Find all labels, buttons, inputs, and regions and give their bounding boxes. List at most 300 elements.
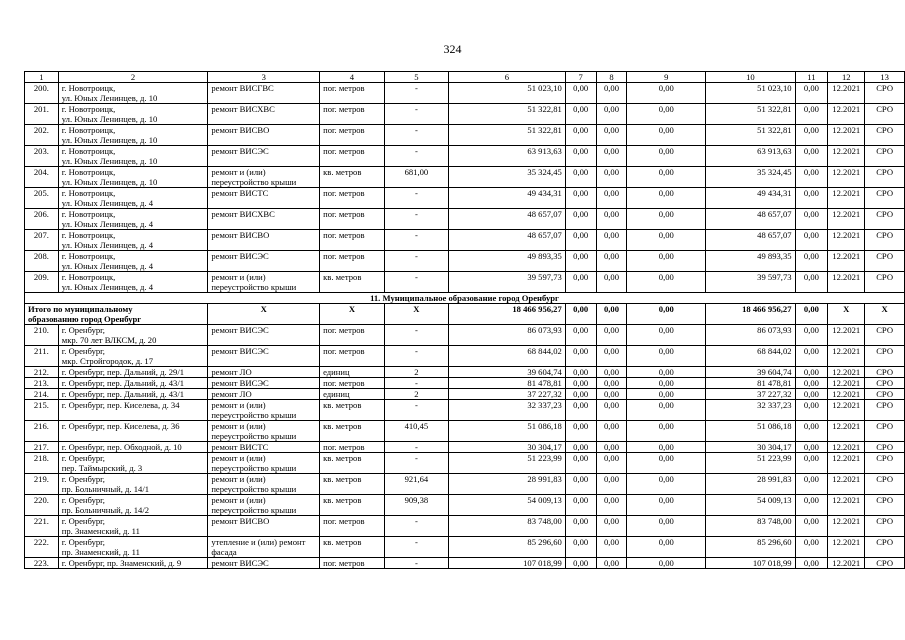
work-type-cell: [208, 495, 320, 516]
row-number: 205.: [25, 188, 59, 209]
col9-cell: 0,00: [627, 104, 706, 125]
unit-cell: кв. метров: [320, 537, 385, 558]
cell-line: г. Новотроицк,: [61, 125, 116, 135]
total-cost-cell: 39 597,73: [449, 272, 566, 293]
col10-cell: 48 657,07: [706, 230, 795, 251]
cell-line: г. Оренбург,: [61, 325, 105, 335]
quantity-cell: 410,45: [384, 421, 448, 442]
row-number: 209.: [25, 272, 59, 293]
col11-cell: 0,00: [795, 400, 828, 421]
cell-line: мкр. Стройгородок, д. 17: [61, 356, 153, 366]
row-number: 215.: [25, 400, 59, 421]
cell-line: образованию город Оренбург: [28, 314, 142, 324]
total-cost-cell: 68 844,02: [449, 346, 566, 367]
col7-cell: 0,00: [565, 167, 596, 188]
column-number-header: 11: [795, 72, 828, 83]
row-number: 210.: [25, 325, 59, 346]
quantity-cell: -: [384, 104, 448, 125]
col9-cell: 0,00: [627, 400, 706, 421]
method-cell: СРО: [865, 378, 905, 389]
col7-cell: 0,00: [565, 442, 596, 453]
total-cost-cell: 51 322,81: [449, 125, 566, 146]
cell-line: пр. Знаменский, д. 11: [61, 547, 140, 557]
col10-cell: 107 018,99: [706, 558, 795, 569]
quantity-cell: -: [384, 346, 448, 367]
method-cell: СРО: [865, 251, 905, 272]
unit-cell: кв. метров: [320, 272, 385, 293]
col7-cell: 0,00: [565, 421, 596, 442]
column-number-header: 10: [706, 72, 795, 83]
cell-line: ул. Юных Ленинцев, д. 4: [61, 240, 154, 250]
col7-cell: 0,00: [565, 367, 596, 378]
table-row: [25, 389, 905, 400]
column-number-header: 9: [627, 72, 706, 83]
col7-cell: 0,00: [565, 389, 596, 400]
table-header-row: [25, 72, 905, 83]
col10-cell: 35 324,45: [706, 167, 795, 188]
quantity-cell: 921,64: [384, 474, 448, 495]
method-cell: СРО: [865, 558, 905, 569]
col8-cell: 0,00: [596, 558, 627, 569]
col9-cell: 0,00: [627, 230, 706, 251]
row-number: 216.: [25, 421, 59, 442]
row-number: 200.: [25, 83, 59, 104]
total-c13: X: [865, 304, 905, 325]
col11-cell: 0,00: [795, 230, 828, 251]
total-c6: 18 466 956,27: [449, 304, 566, 325]
address-cell: [58, 537, 208, 558]
col10-cell: 37 227,32: [706, 389, 795, 400]
method-cell: СРО: [865, 495, 905, 516]
row-number: 213.: [25, 378, 59, 389]
total-c9: 0,00: [627, 304, 706, 325]
cell-line: пр. Больничный, д. 14/1: [61, 484, 150, 494]
cell-line: переустройство крыши: [211, 505, 297, 515]
col8-cell: 0,00: [596, 495, 627, 516]
cell-line: г. Новотроицк,: [61, 272, 116, 282]
table-row: [25, 346, 905, 367]
work-type-cell: [208, 421, 320, 442]
row-number: 202.: [25, 125, 59, 146]
cell-line: г. Оренбург, пер. Дальний, д. 43/1: [61, 378, 185, 388]
col11-cell: 0,00: [795, 188, 828, 209]
address-cell: [58, 125, 208, 146]
col10-cell: 48 657,07: [706, 209, 795, 230]
total-c8: 0,00: [596, 304, 627, 325]
table-row: [25, 230, 905, 251]
total-cost-cell: 28 991,83: [449, 474, 566, 495]
col9-cell: 0,00: [627, 378, 706, 389]
col11-cell: 0,00: [795, 367, 828, 378]
address-cell: [58, 474, 208, 495]
cell-line: ул. Юных Ленинцев, д. 10: [61, 177, 158, 187]
col11-cell: 0,00: [795, 146, 828, 167]
quantity-cell: -: [384, 400, 448, 421]
total-row: [25, 304, 905, 325]
quantity-cell: -: [384, 272, 448, 293]
total-cost-cell: 49 434,31: [449, 188, 566, 209]
col9-cell: 0,00: [627, 421, 706, 442]
deadline-cell: 12.2021: [828, 400, 865, 421]
quantity-cell: -: [384, 251, 448, 272]
col10-cell: 32 337,23: [706, 400, 795, 421]
unit-cell: пог. метров: [320, 558, 385, 569]
section-title-row: [25, 293, 905, 304]
quantity-cell: -: [384, 558, 448, 569]
total-c5: X: [384, 304, 448, 325]
total-c11: 0,00: [795, 304, 828, 325]
cell-line: ремонт ВИСЭС: [211, 558, 269, 568]
cell-line: переустройство крыши: [211, 431, 297, 441]
repair-schedule-table: [24, 71, 905, 569]
cell-line: г. Оренбург,: [61, 495, 105, 505]
work-type-cell: [208, 516, 320, 537]
quantity-cell: -: [384, 146, 448, 167]
col8-cell: 0,00: [596, 251, 627, 272]
quantity-cell: -: [384, 230, 448, 251]
col8-cell: 0,00: [596, 346, 627, 367]
cell-line: пр. Знаменский, д. 11: [61, 526, 140, 536]
address-cell: [58, 378, 208, 389]
col11-cell: 0,00: [795, 474, 828, 495]
method-cell: СРО: [865, 104, 905, 125]
cell-line: г. Новотроицк,: [61, 230, 116, 240]
row-number: 211.: [25, 346, 59, 367]
cell-line: фасада: [211, 547, 237, 557]
unit-cell: пог. метров: [320, 83, 385, 104]
col8-cell: 0,00: [596, 125, 627, 146]
table-row: [25, 272, 905, 293]
deadline-cell: 12.2021: [828, 325, 865, 346]
col9-cell: 0,00: [627, 251, 706, 272]
unit-cell: пог. метров: [320, 230, 385, 251]
col9-cell: 0,00: [627, 325, 706, 346]
cell-line: ремонт и (или): [211, 421, 266, 431]
column-number-header: 6: [449, 72, 566, 83]
method-cell: СРО: [865, 537, 905, 558]
deadline-cell: 12.2021: [828, 442, 865, 453]
total-cost-cell: 49 893,35: [449, 251, 566, 272]
column-number-header: 8: [596, 72, 627, 83]
cell-line: ремонт ВИСВО: [211, 230, 270, 240]
quantity-cell: 681,00: [384, 167, 448, 188]
row-number: 212.: [25, 367, 59, 378]
col7-cell: 0,00: [565, 346, 596, 367]
cell-line: г. Оренбург, пер. Киселева, д. 34: [61, 400, 180, 410]
quantity-cell: -: [384, 188, 448, 209]
quantity-cell: -: [384, 537, 448, 558]
cell-line: г. Новотроицк,: [61, 104, 116, 114]
total-cost-cell: 51 023,10: [449, 83, 566, 104]
deadline-cell: 12.2021: [828, 558, 865, 569]
col8-cell: 0,00: [596, 83, 627, 104]
address-cell: [58, 389, 208, 400]
cell-line: г. Оренбург, пер. Обходной, д. 10: [61, 442, 182, 452]
deadline-cell: 12.2021: [828, 453, 865, 474]
total-c3: X: [208, 304, 320, 325]
col11-cell: 0,00: [795, 346, 828, 367]
quantity-cell: 909,38: [384, 495, 448, 516]
cell-line: г. Новотроицк,: [61, 167, 116, 177]
column-number-header: 2: [58, 72, 208, 83]
unit-cell: единиц: [320, 367, 385, 378]
col7-cell: 0,00: [565, 474, 596, 495]
cell-line: г. Оренбург, пер. Дальний, д. 43/1: [61, 389, 185, 399]
total-cost-cell: 35 324,45: [449, 167, 566, 188]
total-cost-cell: 39 604,74: [449, 367, 566, 378]
col10-cell: 28 991,83: [706, 474, 795, 495]
row-number: 206.: [25, 209, 59, 230]
total-cost-cell: 86 073,93: [449, 325, 566, 346]
quantity-cell: -: [384, 125, 448, 146]
cell-line: ул. Юных Ленинцев, д. 10: [61, 135, 158, 145]
col8-cell: 0,00: [596, 104, 627, 125]
unit-cell: кв. метров: [320, 400, 385, 421]
col10-cell: 49 434,31: [706, 188, 795, 209]
unit-cell: пог. метров: [320, 188, 385, 209]
col10-cell: 30 304,17: [706, 442, 795, 453]
unit-cell: пог. метров: [320, 146, 385, 167]
cell-line: ремонт и (или): [211, 453, 266, 463]
method-cell: СРО: [865, 474, 905, 495]
col7-cell: 0,00: [565, 188, 596, 209]
table-row: [25, 453, 905, 474]
row-number: 222.: [25, 537, 59, 558]
col11-cell: 0,00: [795, 558, 828, 569]
address-cell: [58, 346, 208, 367]
quantity-cell: -: [384, 378, 448, 389]
total-cost-cell: 85 296,60: [449, 537, 566, 558]
col7-cell: 0,00: [565, 272, 596, 293]
total-cost-cell: 30 304,17: [449, 442, 566, 453]
col8-cell: 0,00: [596, 146, 627, 167]
col8-cell: 0,00: [596, 325, 627, 346]
col9-cell: 0,00: [627, 453, 706, 474]
quantity-cell: -: [384, 209, 448, 230]
cell-line: ремонт ВИСТС: [211, 188, 269, 198]
unit-cell: пог. метров: [320, 346, 385, 367]
col10-cell: 51 023,10: [706, 83, 795, 104]
address-cell: [58, 272, 208, 293]
col9-cell: 0,00: [627, 558, 706, 569]
work-type-cell: [208, 83, 320, 104]
cell-line: г. Новотроицк,: [61, 251, 116, 261]
cell-line: ремонт ВИСЭС: [211, 146, 269, 156]
deadline-cell: 12.2021: [828, 251, 865, 272]
col11-cell: 0,00: [795, 495, 828, 516]
col8-cell: 0,00: [596, 209, 627, 230]
work-type-cell: [208, 325, 320, 346]
col8-cell: 0,00: [596, 378, 627, 389]
deadline-cell: 12.2021: [828, 125, 865, 146]
method-cell: СРО: [865, 83, 905, 104]
col8-cell: 0,00: [596, 474, 627, 495]
cell-line: ремонт ВИСТС: [211, 442, 269, 452]
cell-line: ремонт ЛО: [211, 367, 252, 377]
unit-cell: кв. метров: [320, 421, 385, 442]
row-number: 219.: [25, 474, 59, 495]
unit-cell: кв. метров: [320, 474, 385, 495]
col8-cell: 0,00: [596, 516, 627, 537]
address-cell: [58, 230, 208, 251]
quantity-cell: 2: [384, 389, 448, 400]
column-number-header: 3: [208, 72, 320, 83]
row-number: 221.: [25, 516, 59, 537]
address-cell: [58, 516, 208, 537]
col11-cell: 0,00: [795, 421, 828, 442]
method-cell: СРО: [865, 516, 905, 537]
total-c7: 0,00: [565, 304, 596, 325]
total-cost-cell: 107 018,99: [449, 558, 566, 569]
cell-line: г. Новотроицк,: [61, 83, 116, 93]
work-type-cell: [208, 537, 320, 558]
col10-cell: 51 322,81: [706, 104, 795, 125]
table-row: [25, 442, 905, 453]
total-cost-cell: 48 657,07: [449, 230, 566, 251]
total-c12: X: [828, 304, 865, 325]
table-row: [25, 378, 905, 389]
cell-line: г. Оренбург, пер. Дальний, д. 29/1: [61, 367, 185, 377]
unit-cell: кв. метров: [320, 495, 385, 516]
method-cell: СРО: [865, 272, 905, 293]
col10-cell: 81 478,81: [706, 378, 795, 389]
deadline-cell: 12.2021: [828, 495, 865, 516]
col7-cell: 0,00: [565, 516, 596, 537]
unit-cell: кв. метров: [320, 453, 385, 474]
cell-line: переустройство крыши: [211, 177, 297, 187]
col7-cell: 0,00: [565, 146, 596, 167]
work-type-cell: [208, 474, 320, 495]
quantity-cell: -: [384, 325, 448, 346]
cell-line: утепление и (или) ремонт: [211, 537, 306, 547]
cell-line: г. Новотроицк,: [61, 146, 116, 156]
col10-cell: 83 748,00: [706, 516, 795, 537]
column-number-header: 12: [828, 72, 865, 83]
col9-cell: 0,00: [627, 167, 706, 188]
unit-cell: пог. метров: [320, 442, 385, 453]
address-cell: [58, 453, 208, 474]
cell-line: г. Оренбург,: [61, 346, 105, 356]
deadline-cell: 12.2021: [828, 389, 865, 400]
row-number: 207.: [25, 230, 59, 251]
col9-cell: 0,00: [627, 188, 706, 209]
total-cost-cell: 37 227,32: [449, 389, 566, 400]
row-number: 204.: [25, 167, 59, 188]
unit-cell: пог. метров: [320, 125, 385, 146]
deadline-cell: 12.2021: [828, 474, 865, 495]
cell-line: Итого по муниципальному: [28, 304, 133, 314]
col9-cell: 0,00: [627, 346, 706, 367]
col7-cell: 0,00: [565, 378, 596, 389]
table-row: [25, 537, 905, 558]
deadline-cell: 12.2021: [828, 421, 865, 442]
cell-line: г. Оренбург, пер. Киселева, д. 36: [61, 421, 180, 431]
work-type-cell: [208, 104, 320, 125]
address-cell: [58, 421, 208, 442]
col7-cell: 0,00: [565, 400, 596, 421]
col9-cell: 0,00: [627, 146, 706, 167]
col9-cell: 0,00: [627, 474, 706, 495]
work-type-cell: [208, 378, 320, 389]
table-body: [25, 72, 905, 569]
cell-line: г. Оренбург,: [61, 537, 105, 547]
total-cost-cell: 48 657,07: [449, 209, 566, 230]
col8-cell: 0,00: [596, 442, 627, 453]
col11-cell: 0,00: [795, 167, 828, 188]
unit-cell: пог. метров: [320, 325, 385, 346]
cell-line: ул. Юных Ленинцев, д. 10: [61, 156, 158, 166]
method-cell: СРО: [865, 209, 905, 230]
work-type-cell: [208, 367, 320, 378]
method-cell: СРО: [865, 125, 905, 146]
address-cell: [58, 325, 208, 346]
method-cell: СРО: [865, 400, 905, 421]
total-cost-cell: 32 337,23: [449, 400, 566, 421]
cell-line: переустройство крыши: [211, 463, 297, 473]
address-cell: [58, 83, 208, 104]
unit-cell: пог. метров: [320, 516, 385, 537]
col9-cell: 0,00: [627, 367, 706, 378]
col9-cell: 0,00: [627, 209, 706, 230]
col8-cell: 0,00: [596, 421, 627, 442]
col9-cell: 0,00: [627, 516, 706, 537]
cell-line: ремонт и (или): [211, 495, 266, 505]
cell-line: ремонт и (или): [211, 167, 266, 177]
col10-cell: 39 604,74: [706, 367, 795, 378]
col7-cell: 0,00: [565, 209, 596, 230]
cell-line: пр. Больничный, д. 14/2: [61, 505, 150, 515]
col8-cell: 0,00: [596, 272, 627, 293]
table-row: [25, 251, 905, 272]
cell-line: ремонт ВИСГВС: [211, 83, 274, 93]
deadline-cell: 12.2021: [828, 230, 865, 251]
table-row: [25, 400, 905, 421]
deadline-cell: 12.2021: [828, 516, 865, 537]
cell-line: ул. Юных Ленинцев, д. 4: [61, 219, 154, 229]
col9-cell: 0,00: [627, 83, 706, 104]
deadline-cell: 12.2021: [828, 167, 865, 188]
cell-line: ремонт ЛО: [211, 389, 252, 399]
row-number: 220.: [25, 495, 59, 516]
col10-cell: 51 086,18: [706, 421, 795, 442]
col11-cell: 0,00: [795, 453, 828, 474]
col10-cell: 51 322,81: [706, 125, 795, 146]
col11-cell: 0,00: [795, 125, 828, 146]
col7-cell: 0,00: [565, 251, 596, 272]
table-row: [25, 558, 905, 569]
col7-cell: 0,00: [565, 495, 596, 516]
address-cell: [58, 367, 208, 378]
row-number: 214.: [25, 389, 59, 400]
table-row: [25, 325, 905, 346]
table-row: [25, 188, 905, 209]
work-type-cell: [208, 251, 320, 272]
table-row: [25, 146, 905, 167]
col11-cell: 0,00: [795, 442, 828, 453]
cell-line: ремонт и (или): [211, 474, 266, 484]
method-cell: СРО: [865, 453, 905, 474]
quantity-cell: -: [384, 453, 448, 474]
cell-line: г. Новотроицк,: [61, 188, 116, 198]
address-cell: [58, 558, 208, 569]
deadline-cell: 12.2021: [828, 188, 865, 209]
work-type-cell: [208, 453, 320, 474]
deadline-cell: 12.2021: [828, 378, 865, 389]
work-type-cell: [208, 558, 320, 569]
total-cost-cell: 51 223,99: [449, 453, 566, 474]
deadline-cell: 12.2021: [828, 346, 865, 367]
col10-cell: 51 223,99: [706, 453, 795, 474]
